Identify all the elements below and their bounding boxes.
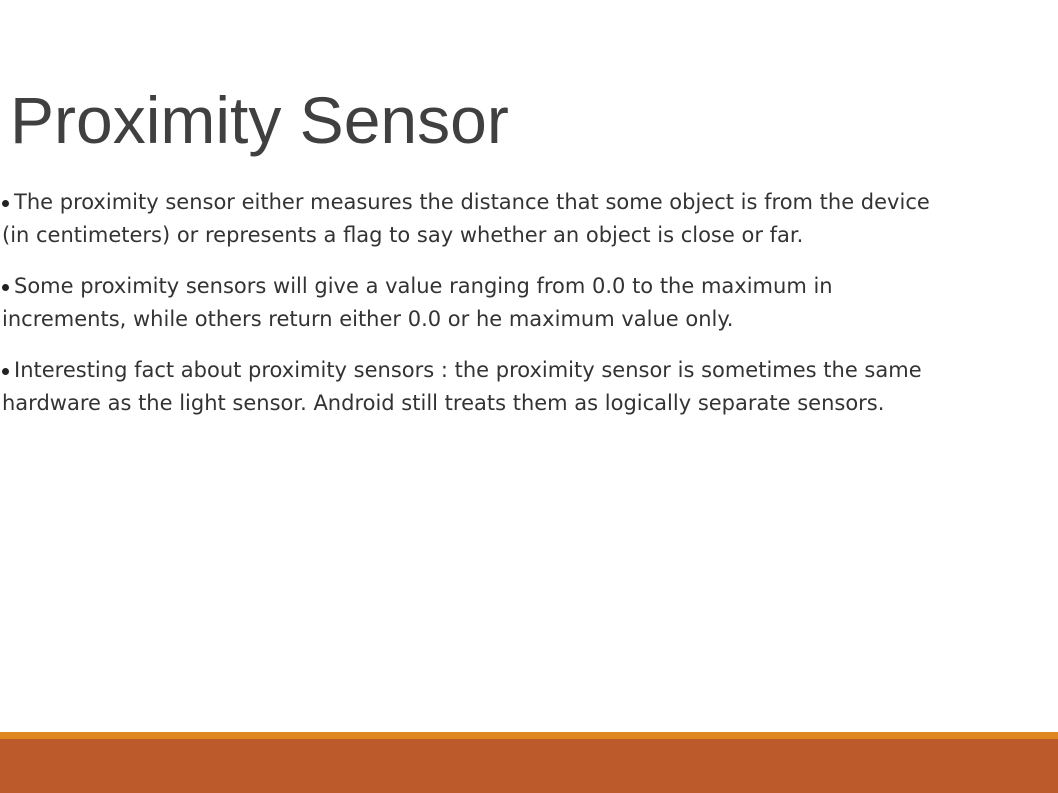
- slide-title: Proximity Sensor: [10, 83, 509, 157]
- bullet-dot-icon: [2, 200, 9, 207]
- bullet-dot-icon: [2, 284, 9, 291]
- bullet-item: [2, 186, 932, 252]
- bullet-list: [2, 186, 932, 420]
- bullet-text: Some proximity sensors will give a value ranging from 0.0 to the maximum in increments, while others return either 0.0 or he maximum value only.: [2, 274, 833, 331]
- bullet-item: [2, 354, 932, 420]
- bullet-item: [2, 270, 932, 336]
- bullet-dot-icon: [2, 368, 9, 375]
- footer-accent-stripe: [0, 732, 1058, 739]
- footer-bar: [0, 739, 1058, 793]
- bullet-text: The proximity sensor either measures the distance that some object is from the device (in centimeters) or represents a flag to say whether an object is close or far.: [2, 190, 930, 247]
- bullet-text: Interesting fact about proximity sensors : the proximity sensor is sometimes the same hardware as the light sensor. Android still treats them as logically separate sensors.: [2, 358, 922, 415]
